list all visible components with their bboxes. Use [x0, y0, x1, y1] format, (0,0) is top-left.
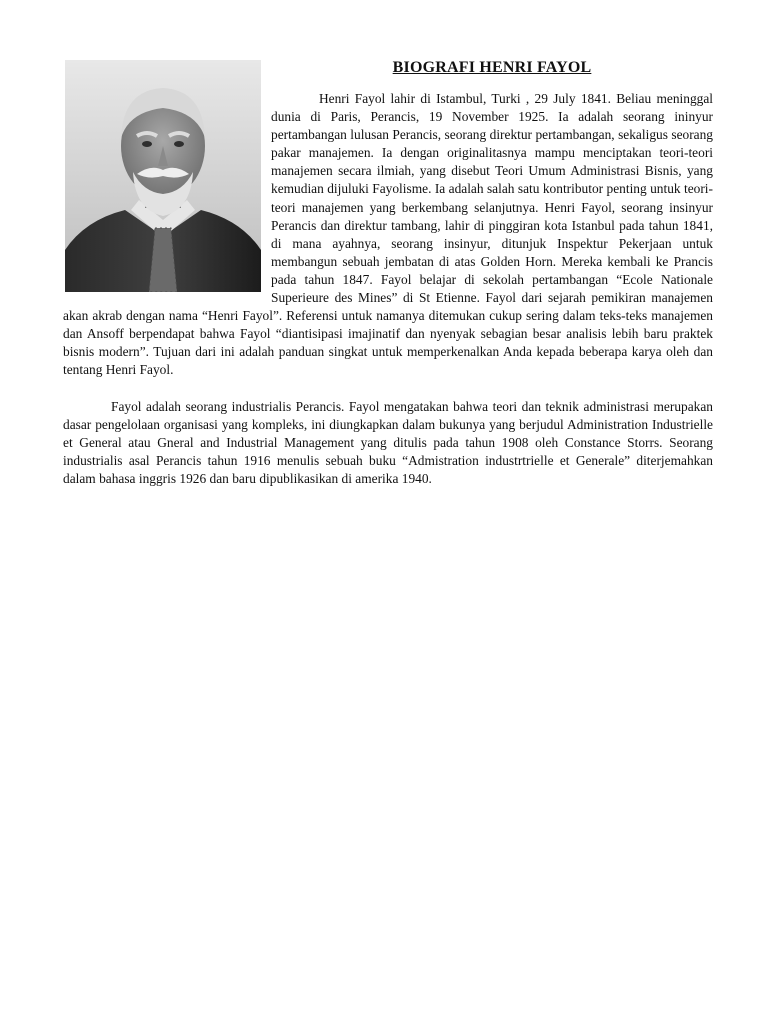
document-title: BIOGRAFI HENRI FAYOL [392, 59, 592, 76]
document-page [63, 58, 713, 488]
paragraph-biography: Henri Fayol lahir di Istambul, Turki , 29 July 1841. Beliau meninggal dunia di Paris, Perancis, 19 November 1925. Ia adalah seorang ininyur pertambangan lulusan Perancis, seorang direktur pertambangan, sekaligus seorang pakar manajemen. Ia dengan originalitasnya mampu menciptakan teori-teori manajemen secara ilmiah, yang disebut Teori Umum Administrasi Bisnis, yang kemudian dijuluki Fayolisme. Ia adalah salah satu kontributor penting untuk teori-teori manajemen yang berkembang selanjutnya. Henri Fayol, seorang insinyur Perancis dan direktur tambang, lahir di pinggiran kota Istanbul pada tahun 1841, di mana ayahnya, seorang insinyur, ditunjuk Inspektur Pekerjaan untuk membangun sebuah jembatan di atas Golden Horn. Mereka kembali ke Prancis pada tahun 1847. Fayol belajar di sekolah pertambangan “Ecole Nationale Superieure des Mines” di St Etienne. Fayol dari sejarah pemikiran manajemen akan akrab dengan nama “Henri Fayol”. Referensi untuk namanya ditemukan cukup sering dalam teks-teks manajemen dan Ansoff berpendapat bahwa Fayol “diantisipasi imajinatif dan nyenyak sebagian besar analisis lebih baru praktek bisnis modern”. Tujuan dari ini adalah panduan singkat untuk memperkenalkan Anda kepada beberapa karya oleh dan tentang Henri Fayol. [63, 91, 713, 378]
paragraph-industrialist: Fayol adalah seorang industrialis Perancis. Fayol mengatakan bahwa teori dan teknik administrasi merupakan dasar pengelolaan organisasi yang kompleks, ini diungkapkan dalam bukunya yang berjudul Administration Industrielle et General atau Gneral and Industrial Management yang ditulis pada tahun 1908 oleh Constance Storrs. Seorang industrialis asal Perancis tahun 1916 menulis sebuah buku “Admistration industrtrielle et Generale” diterjemahkan dalam bahasa inggris 1926 dan baru dipublikasikan di amerika 1940. [63, 398, 713, 486]
portrait-photo [65, 60, 261, 292]
portrait-illustration [65, 60, 261, 292]
